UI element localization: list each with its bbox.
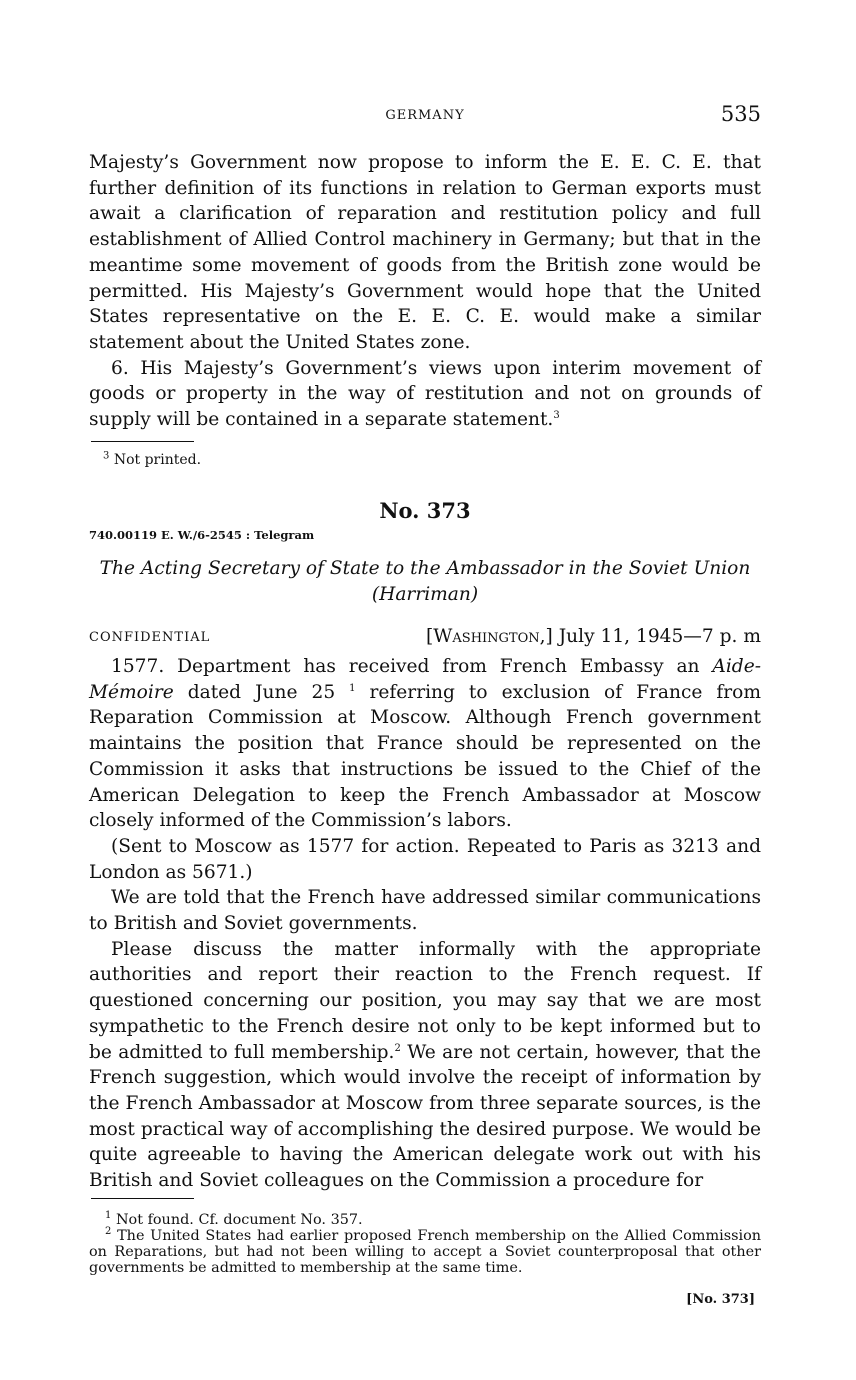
paragraph-6 — [89, 356, 761, 433]
footnote-3-mark: 3 — [103, 450, 110, 462]
running-title: GERMANY — [385, 108, 465, 123]
footnote-1-mark: 1 — [105, 1210, 112, 1222]
document-caption — [89, 556, 761, 608]
p4-text-a: Please discuss the matter informally with the appropriate authorities and report their reaction to the French request. If questioned concerning our position, you may say that we are most sympathetic to the French desire not only to be kept informed but to be admitted to full membership. — [89, 938, 761, 1063]
p1-text-c: referring to exclusion of France from Reparation Commission at Moscow. Although French government maintains the position that France should be represented on the Commission it asks that instructions be issued to the Chief of the American Delegation to keep the French Ambassador at Moscow closely informed of the Commission’s labors. — [89, 681, 761, 832]
footnote-2-text: The United States had earlier proposed French membership on the Allied Commission on Reparations, but had not been willing to accept a Soviet counterproposal that other governments be admitted to membership at the same time. — [89, 1228, 762, 1276]
footnote-3 — [103, 452, 201, 469]
paragraph-continued: Majesty’s Government now propose to inform the E. E. C. E. that further definition of its functions in relation to German exports must await a clarification of reparation and restitution policy and full establishment of Allied Control machinery in Germany; but that in the meantime some movement of goods from the British zone would be permitted. His Majesty’s Government would hope that the United States representative on the E. E. C. E. would make a similar statement about the United States zone. — [89, 152, 761, 353]
footnote-1-text: Not found. Cf. document No. 357. — [115, 1212, 363, 1228]
document-marker: [No. 373] — [686, 1292, 755, 1307]
footnote-ref-2: 2 — [394, 1042, 401, 1054]
telegram-body — [89, 654, 761, 1194]
footnote-ref-1: 1 — [349, 682, 356, 694]
dateline — [89, 626, 761, 652]
caption-line-2: (Harriman) — [371, 584, 479, 605]
footnote-2-mark: 2 — [105, 1226, 112, 1238]
footnote-rule-top — [91, 441, 194, 442]
footnotes — [89, 1212, 761, 1276]
footnote-1 — [89, 1212, 761, 1228]
aide-memoire-term: Aide-Mémoire — [89, 656, 761, 703]
footnote-3-text: Not printed. — [113, 452, 202, 468]
continued-text — [89, 150, 761, 433]
file-reference: 740.00119 E. W./6-2545 : Telegram — [89, 528, 315, 542]
footnote-rule-bottom — [91, 1198, 194, 1199]
paragraph-6-text: 6. His Majesty’s Government’s views upon interim movement of goods or property in the way of restitution and not on grounds of supply will be contained in a separate statement. — [89, 357, 761, 431]
page-number: 535 — [720, 102, 761, 126]
telegram-paragraph-4 — [89, 937, 761, 1194]
p1-text-a: 1577. Department has received from French Embassy an — [111, 656, 713, 677]
footnote-ref-3: 3 — [553, 409, 560, 421]
document-number: No. 373 — [379, 498, 471, 523]
caption-line-1: The Acting Secretary of State to the Ambassador in the Soviet Union — [99, 558, 751, 579]
p4-text-b: We are not certain, however, that the French suggestion, which would involve the receipt of information by the French Ambassador at Moscow from three separate sources, is the most practical way of accomplishing the desired purpose. We would be quite agreeable to having the American delegate work out with his British and Soviet colleagues on the Commission a procedure for — [89, 1041, 761, 1192]
date: July 11, 1945—7 p. m — [558, 626, 761, 647]
place: [Washington,] — [426, 626, 553, 647]
telegram-paragraph-2: (Sent to Moscow as 1577 for action. Repeated to Paris as 3213 and London as 5671.) — [89, 835, 761, 883]
p1-text-b: dated June 25 — [173, 681, 350, 703]
footnote-2 — [89, 1228, 761, 1276]
telegram-paragraph-3: We are told that the French have addressed similar communications to British and Soviet governments. — [89, 887, 761, 935]
running-head — [89, 100, 761, 134]
classification: CONFIDENTIAL — [89, 630, 211, 645]
telegram-paragraph-1 — [89, 654, 761, 834]
place-date — [426, 626, 761, 647]
